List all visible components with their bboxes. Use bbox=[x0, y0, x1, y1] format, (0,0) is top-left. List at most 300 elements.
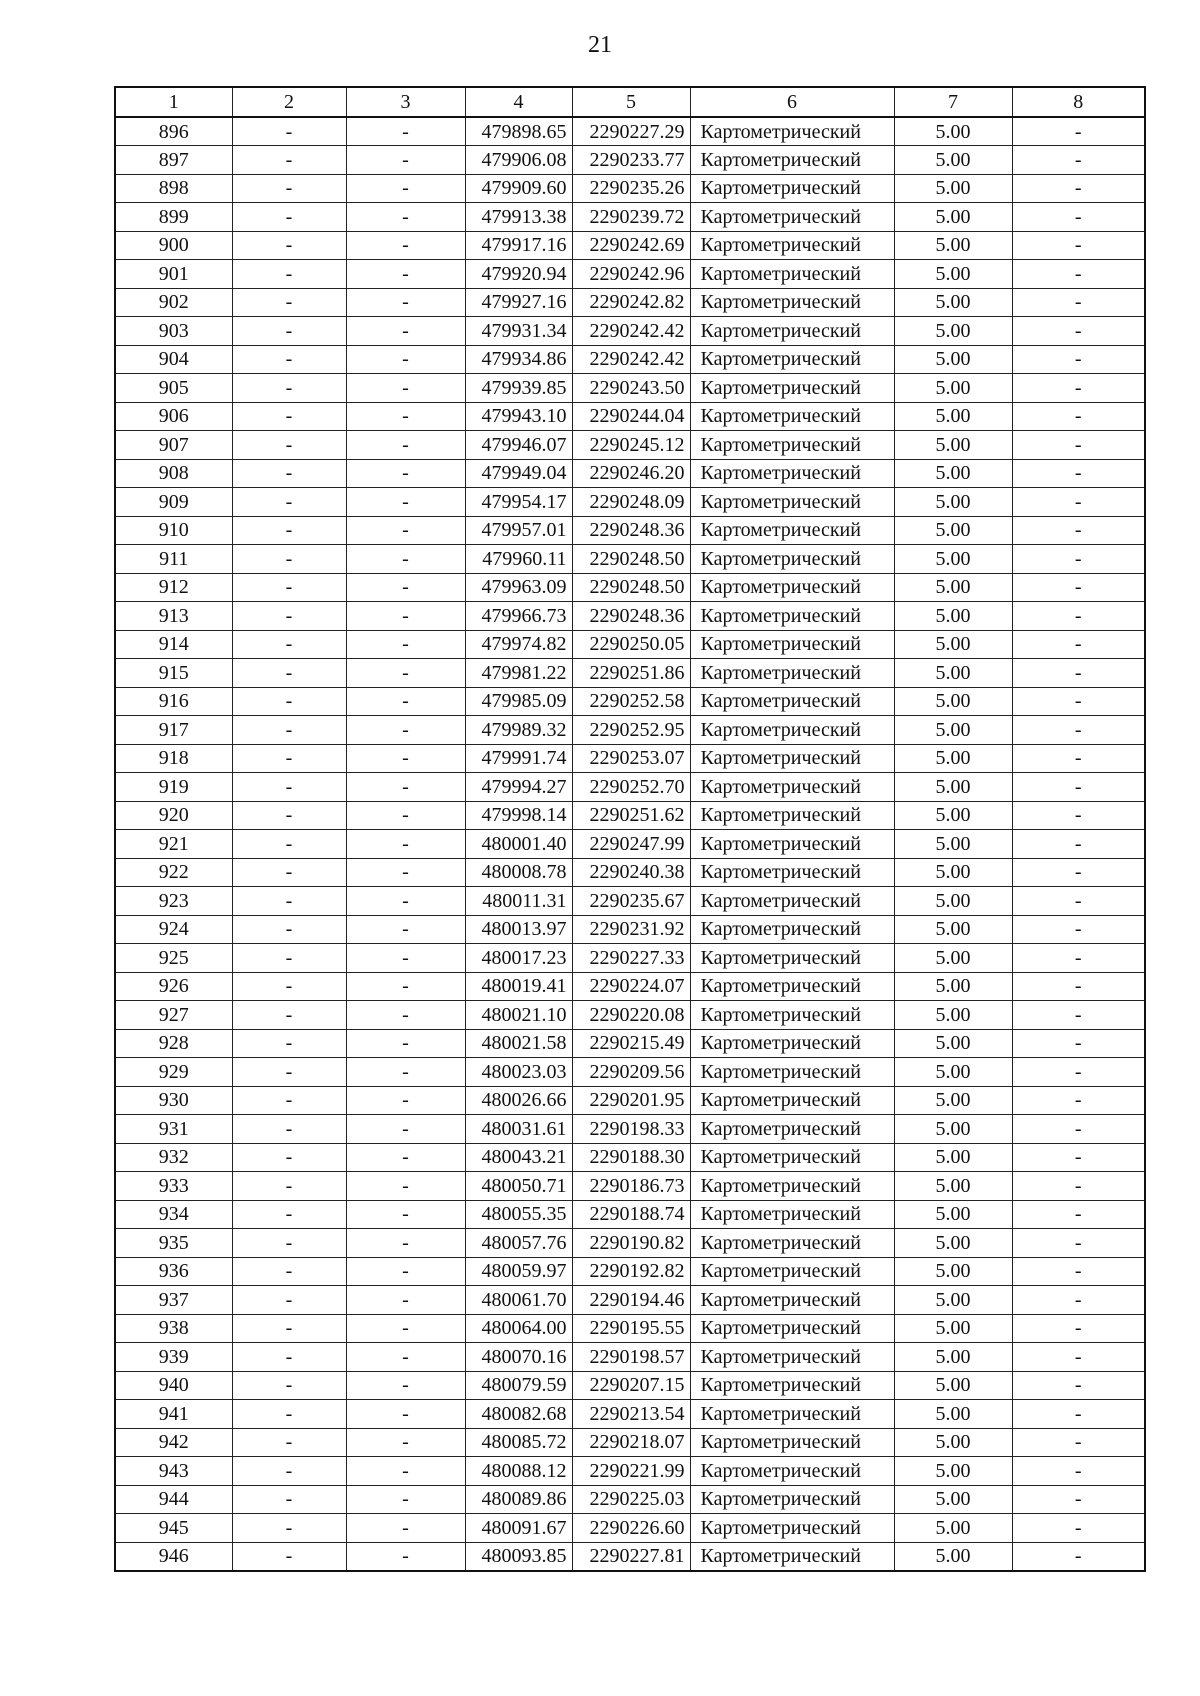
y-coordinate-cell: 2290248.50 bbox=[572, 573, 690, 602]
accuracy-cell: 5.00 bbox=[894, 260, 1012, 289]
table-row bbox=[115, 117, 1145, 146]
col2-cell: - bbox=[232, 459, 346, 488]
y-coordinate-cell: 2290221.99 bbox=[572, 1457, 690, 1486]
column-header: 6 bbox=[690, 87, 894, 117]
x-coordinate-cell: 479906.08 bbox=[465, 146, 572, 175]
col2-cell: - bbox=[232, 117, 346, 146]
col2-cell: - bbox=[232, 374, 346, 403]
col3-cell: - bbox=[346, 1029, 465, 1058]
method-cell: Картометрический bbox=[690, 345, 894, 374]
point-number-cell: 898 bbox=[115, 174, 232, 203]
table-row bbox=[115, 716, 1145, 745]
point-number-cell: 932 bbox=[115, 1143, 232, 1172]
col2-cell: - bbox=[232, 1314, 346, 1343]
accuracy-cell: 5.00 bbox=[894, 545, 1012, 574]
point-number-cell: 938 bbox=[115, 1314, 232, 1343]
point-number-cell: 896 bbox=[115, 117, 232, 146]
point-number-cell: 897 bbox=[115, 146, 232, 175]
col8-cell: - bbox=[1012, 1371, 1145, 1400]
col8-cell: - bbox=[1012, 117, 1145, 146]
point-number-cell: 905 bbox=[115, 374, 232, 403]
col8-cell: - bbox=[1012, 288, 1145, 317]
col8-cell: - bbox=[1012, 431, 1145, 460]
accuracy-cell: 5.00 bbox=[894, 174, 1012, 203]
table-row bbox=[115, 1286, 1145, 1315]
col3-cell: - bbox=[346, 1115, 465, 1144]
col8-cell: - bbox=[1012, 801, 1145, 830]
x-coordinate-cell: 479954.17 bbox=[465, 488, 572, 517]
x-coordinate-cell: 480001.40 bbox=[465, 830, 572, 859]
col3-cell: - bbox=[346, 431, 465, 460]
method-cell: Картометрический bbox=[690, 630, 894, 659]
col8-cell: - bbox=[1012, 317, 1145, 346]
method-cell: Картометрический bbox=[690, 1001, 894, 1030]
col3-cell: - bbox=[346, 773, 465, 802]
method-cell: Картометрический bbox=[690, 1428, 894, 1457]
accuracy-cell: 5.00 bbox=[894, 944, 1012, 973]
col8-cell: - bbox=[1012, 545, 1145, 574]
col3-cell: - bbox=[346, 345, 465, 374]
col2-cell: - bbox=[232, 1086, 346, 1115]
table-row bbox=[115, 1029, 1145, 1058]
col3-cell: - bbox=[346, 1286, 465, 1315]
method-cell: Картометрический bbox=[690, 972, 894, 1001]
point-number-cell: 911 bbox=[115, 545, 232, 574]
y-coordinate-cell: 2290245.12 bbox=[572, 431, 690, 460]
point-number-cell: 923 bbox=[115, 887, 232, 916]
col2-cell: - bbox=[232, 1286, 346, 1315]
table-row bbox=[115, 402, 1145, 431]
x-coordinate-cell: 480050.71 bbox=[465, 1172, 572, 1201]
col2-cell: - bbox=[232, 972, 346, 1001]
point-number-cell: 903 bbox=[115, 317, 232, 346]
col3-cell: - bbox=[346, 516, 465, 545]
method-cell: Картометрический bbox=[690, 1542, 894, 1571]
x-coordinate-cell: 479966.73 bbox=[465, 602, 572, 631]
table-row bbox=[115, 1172, 1145, 1201]
accuracy-cell: 5.00 bbox=[894, 1428, 1012, 1457]
table-row bbox=[115, 1485, 1145, 1514]
y-coordinate-cell: 2290247.99 bbox=[572, 830, 690, 859]
col2-cell: - bbox=[232, 1542, 346, 1571]
method-cell: Картометрический bbox=[690, 1343, 894, 1372]
col8-cell: - bbox=[1012, 716, 1145, 745]
col8-cell: - bbox=[1012, 203, 1145, 232]
table-row bbox=[115, 1343, 1145, 1372]
col3-cell: - bbox=[346, 1542, 465, 1571]
y-coordinate-cell: 2290194.46 bbox=[572, 1286, 690, 1315]
col2-cell: - bbox=[232, 1343, 346, 1372]
accuracy-cell: 5.00 bbox=[894, 1286, 1012, 1315]
y-coordinate-cell: 2290246.20 bbox=[572, 459, 690, 488]
method-cell: Картометрический bbox=[690, 858, 894, 887]
table-row bbox=[115, 374, 1145, 403]
y-coordinate-cell: 2290220.08 bbox=[572, 1001, 690, 1030]
x-coordinate-cell: 480088.12 bbox=[465, 1457, 572, 1486]
y-coordinate-cell: 2290201.95 bbox=[572, 1086, 690, 1115]
col8-cell: - bbox=[1012, 146, 1145, 175]
col3-cell: - bbox=[346, 1400, 465, 1429]
method-cell: Картометрический bbox=[690, 801, 894, 830]
accuracy-cell: 5.00 bbox=[894, 459, 1012, 488]
accuracy-cell: 5.00 bbox=[894, 858, 1012, 887]
table-row bbox=[115, 1314, 1145, 1343]
accuracy-cell: 5.00 bbox=[894, 773, 1012, 802]
col3-cell: - bbox=[346, 630, 465, 659]
col8-cell: - bbox=[1012, 1058, 1145, 1087]
col3-cell: - bbox=[346, 1371, 465, 1400]
col3-cell: - bbox=[346, 1086, 465, 1115]
x-coordinate-cell: 479898.65 bbox=[465, 117, 572, 146]
y-coordinate-cell: 2290227.33 bbox=[572, 944, 690, 973]
table-row bbox=[115, 545, 1145, 574]
accuracy-cell: 5.00 bbox=[894, 1314, 1012, 1343]
col8-cell: - bbox=[1012, 1314, 1145, 1343]
col3-cell: - bbox=[346, 1514, 465, 1543]
x-coordinate-cell: 479946.07 bbox=[465, 431, 572, 460]
col3-cell: - bbox=[346, 288, 465, 317]
point-number-cell: 915 bbox=[115, 659, 232, 688]
method-cell: Картометрический bbox=[690, 915, 894, 944]
point-number-cell: 942 bbox=[115, 1428, 232, 1457]
col3-cell: - bbox=[346, 260, 465, 289]
table-row bbox=[115, 830, 1145, 859]
y-coordinate-cell: 2290224.07 bbox=[572, 972, 690, 1001]
accuracy-cell: 5.00 bbox=[894, 516, 1012, 545]
point-number-cell: 909 bbox=[115, 488, 232, 517]
method-cell: Картометрический bbox=[690, 317, 894, 346]
col2-cell: - bbox=[232, 1115, 346, 1144]
method-cell: Картометрический bbox=[690, 1229, 894, 1258]
col3-cell: - bbox=[346, 146, 465, 175]
point-number-cell: 941 bbox=[115, 1400, 232, 1429]
col3-cell: - bbox=[346, 1457, 465, 1486]
col2-cell: - bbox=[232, 203, 346, 232]
col3-cell: - bbox=[346, 374, 465, 403]
col8-cell: - bbox=[1012, 1229, 1145, 1258]
col2-cell: - bbox=[232, 1485, 346, 1514]
table-row bbox=[115, 317, 1145, 346]
col8-cell: - bbox=[1012, 1286, 1145, 1315]
y-coordinate-cell: 2290242.96 bbox=[572, 260, 690, 289]
col8-cell: - bbox=[1012, 1343, 1145, 1372]
method-cell: Картометрический bbox=[690, 1257, 894, 1286]
col8-cell: - bbox=[1012, 516, 1145, 545]
x-coordinate-cell: 479985.09 bbox=[465, 687, 572, 716]
x-coordinate-cell: 480055.35 bbox=[465, 1200, 572, 1229]
col8-cell: - bbox=[1012, 602, 1145, 631]
accuracy-cell: 5.00 bbox=[894, 830, 1012, 859]
x-coordinate-cell: 479920.94 bbox=[465, 260, 572, 289]
col8-cell: - bbox=[1012, 1200, 1145, 1229]
table-row bbox=[115, 801, 1145, 830]
col8-cell: - bbox=[1012, 830, 1145, 859]
accuracy-cell: 5.00 bbox=[894, 1029, 1012, 1058]
method-cell: Картометрический bbox=[690, 203, 894, 232]
x-coordinate-cell: 479960.11 bbox=[465, 545, 572, 574]
col8-cell: - bbox=[1012, 1257, 1145, 1286]
method-cell: Картометрический bbox=[690, 1058, 894, 1087]
x-coordinate-cell: 480023.03 bbox=[465, 1058, 572, 1087]
x-coordinate-cell: 479939.85 bbox=[465, 374, 572, 403]
x-coordinate-cell: 480059.97 bbox=[465, 1257, 572, 1286]
accuracy-cell: 5.00 bbox=[894, 1115, 1012, 1144]
method-cell: Картометрический bbox=[690, 773, 894, 802]
accuracy-cell: 5.00 bbox=[894, 345, 1012, 374]
x-coordinate-cell: 480021.58 bbox=[465, 1029, 572, 1058]
col8-cell: - bbox=[1012, 972, 1145, 1001]
method-cell: Картометрический bbox=[690, 1286, 894, 1315]
table-row bbox=[115, 773, 1145, 802]
col3-cell: - bbox=[346, 858, 465, 887]
col8-cell: - bbox=[1012, 773, 1145, 802]
y-coordinate-cell: 2290209.56 bbox=[572, 1058, 690, 1087]
table-row bbox=[115, 915, 1145, 944]
table-row bbox=[115, 146, 1145, 175]
table-row bbox=[115, 1115, 1145, 1144]
x-coordinate-cell: 480070.16 bbox=[465, 1343, 572, 1372]
table-row bbox=[115, 972, 1145, 1001]
col3-cell: - bbox=[346, 972, 465, 1001]
table-row bbox=[115, 516, 1145, 545]
method-cell: Картометрический bbox=[690, 516, 894, 545]
point-number-cell: 939 bbox=[115, 1343, 232, 1372]
accuracy-cell: 5.00 bbox=[894, 687, 1012, 716]
col8-cell: - bbox=[1012, 1143, 1145, 1172]
point-number-cell: 945 bbox=[115, 1514, 232, 1543]
header-row bbox=[115, 87, 1145, 117]
point-number-cell: 919 bbox=[115, 773, 232, 802]
point-number-cell: 914 bbox=[115, 630, 232, 659]
col2-cell: - bbox=[232, 488, 346, 517]
point-number-cell: 916 bbox=[115, 687, 232, 716]
point-number-cell: 930 bbox=[115, 1086, 232, 1115]
method-cell: Картометрический bbox=[690, 1485, 894, 1514]
table-row bbox=[115, 431, 1145, 460]
col2-cell: - bbox=[232, 231, 346, 260]
accuracy-cell: 5.00 bbox=[894, 374, 1012, 403]
method-cell: Картометрический bbox=[690, 1143, 894, 1172]
y-coordinate-cell: 2290239.72 bbox=[572, 203, 690, 232]
col2-cell: - bbox=[232, 545, 346, 574]
col8-cell: - bbox=[1012, 887, 1145, 916]
method-cell: Картометрический bbox=[690, 402, 894, 431]
y-coordinate-cell: 2290252.95 bbox=[572, 716, 690, 745]
table-row bbox=[115, 1514, 1145, 1543]
col8-cell: - bbox=[1012, 1086, 1145, 1115]
col2-cell: - bbox=[232, 317, 346, 346]
accuracy-cell: 5.00 bbox=[894, 1200, 1012, 1229]
y-coordinate-cell: 2290242.42 bbox=[572, 317, 690, 346]
x-coordinate-cell: 480026.66 bbox=[465, 1086, 572, 1115]
method-cell: Картометрический bbox=[690, 545, 894, 574]
y-coordinate-cell: 2290242.82 bbox=[572, 288, 690, 317]
y-coordinate-cell: 2290190.82 bbox=[572, 1229, 690, 1258]
point-number-cell: 917 bbox=[115, 716, 232, 745]
table-row bbox=[115, 1371, 1145, 1400]
col2-cell: - bbox=[232, 801, 346, 830]
y-coordinate-cell: 2290188.74 bbox=[572, 1200, 690, 1229]
y-coordinate-cell: 2290192.82 bbox=[572, 1257, 690, 1286]
y-coordinate-cell: 2290227.81 bbox=[572, 1542, 690, 1571]
col3-cell: - bbox=[346, 830, 465, 859]
col3-cell: - bbox=[346, 117, 465, 146]
col8-cell: - bbox=[1012, 1172, 1145, 1201]
point-number-cell: 920 bbox=[115, 801, 232, 830]
col8-cell: - bbox=[1012, 1428, 1145, 1457]
col8-cell: - bbox=[1012, 1115, 1145, 1144]
accuracy-cell: 5.00 bbox=[894, 402, 1012, 431]
accuracy-cell: 5.00 bbox=[894, 602, 1012, 631]
col2-cell: - bbox=[232, 146, 346, 175]
table-row bbox=[115, 1457, 1145, 1486]
col8-cell: - bbox=[1012, 1457, 1145, 1486]
x-coordinate-cell: 479994.27 bbox=[465, 773, 572, 802]
y-coordinate-cell: 2290244.04 bbox=[572, 402, 690, 431]
col2-cell: - bbox=[232, 431, 346, 460]
col2-cell: - bbox=[232, 716, 346, 745]
x-coordinate-cell: 480011.31 bbox=[465, 887, 572, 916]
method-cell: Картометрический bbox=[690, 488, 894, 517]
method-cell: Картометрический bbox=[690, 1371, 894, 1400]
method-cell: Картометрический bbox=[690, 1200, 894, 1229]
accuracy-cell: 5.00 bbox=[894, 203, 1012, 232]
y-coordinate-cell: 2290248.09 bbox=[572, 488, 690, 517]
point-number-cell: 910 bbox=[115, 516, 232, 545]
method-cell: Картометрический bbox=[690, 1314, 894, 1343]
accuracy-cell: 5.00 bbox=[894, 146, 1012, 175]
col8-cell: - bbox=[1012, 231, 1145, 260]
y-coordinate-cell: 2290198.33 bbox=[572, 1115, 690, 1144]
table-row bbox=[115, 659, 1145, 688]
table-row bbox=[115, 1143, 1145, 1172]
y-coordinate-cell: 2290252.70 bbox=[572, 773, 690, 802]
y-coordinate-cell: 2290233.77 bbox=[572, 146, 690, 175]
col2-cell: - bbox=[232, 1172, 346, 1201]
col3-cell: - bbox=[346, 1428, 465, 1457]
x-coordinate-cell: 480019.41 bbox=[465, 972, 572, 1001]
point-number-cell: 922 bbox=[115, 858, 232, 887]
col8-cell: - bbox=[1012, 1485, 1145, 1514]
table-row bbox=[115, 231, 1145, 260]
point-number-cell: 944 bbox=[115, 1485, 232, 1514]
col3-cell: - bbox=[346, 915, 465, 944]
col3-cell: - bbox=[346, 1200, 465, 1229]
y-coordinate-cell: 2290242.69 bbox=[572, 231, 690, 260]
accuracy-cell: 5.00 bbox=[894, 1400, 1012, 1429]
col2-cell: - bbox=[232, 659, 346, 688]
accuracy-cell: 5.00 bbox=[894, 887, 1012, 916]
point-number-cell: 925 bbox=[115, 944, 232, 973]
accuracy-cell: 5.00 bbox=[894, 1172, 1012, 1201]
col3-cell: - bbox=[346, 545, 465, 574]
y-coordinate-cell: 2290235.26 bbox=[572, 174, 690, 203]
x-coordinate-cell: 480079.59 bbox=[465, 1371, 572, 1400]
col2-cell: - bbox=[232, 773, 346, 802]
y-coordinate-cell: 2290225.03 bbox=[572, 1485, 690, 1514]
x-coordinate-cell: 479917.16 bbox=[465, 231, 572, 260]
accuracy-cell: 5.00 bbox=[894, 117, 1012, 146]
x-coordinate-cell: 480008.78 bbox=[465, 858, 572, 887]
accuracy-cell: 5.00 bbox=[894, 1229, 1012, 1258]
col2-cell: - bbox=[232, 1029, 346, 1058]
col2-cell: - bbox=[232, 174, 346, 203]
col8-cell: - bbox=[1012, 1400, 1145, 1429]
table-row bbox=[115, 1229, 1145, 1258]
col8-cell: - bbox=[1012, 659, 1145, 688]
col2-cell: - bbox=[232, 1457, 346, 1486]
method-cell: Картометрический bbox=[690, 887, 894, 916]
y-coordinate-cell: 2290198.57 bbox=[572, 1343, 690, 1372]
col2-cell: - bbox=[232, 1257, 346, 1286]
col3-cell: - bbox=[346, 1001, 465, 1030]
table-row bbox=[115, 858, 1145, 887]
y-coordinate-cell: 2290251.62 bbox=[572, 801, 690, 830]
accuracy-cell: 5.00 bbox=[894, 431, 1012, 460]
col8-cell: - bbox=[1012, 687, 1145, 716]
point-number-cell: 937 bbox=[115, 1286, 232, 1315]
x-coordinate-cell: 479949.04 bbox=[465, 459, 572, 488]
col2-cell: - bbox=[232, 1001, 346, 1030]
col2-cell: - bbox=[232, 1371, 346, 1400]
table-row bbox=[115, 203, 1145, 232]
col2-cell: - bbox=[232, 1200, 346, 1229]
x-coordinate-cell: 479927.16 bbox=[465, 288, 572, 317]
col8-cell: - bbox=[1012, 944, 1145, 973]
accuracy-cell: 5.00 bbox=[894, 659, 1012, 688]
col8-cell: - bbox=[1012, 744, 1145, 773]
y-coordinate-cell: 2290253.07 bbox=[572, 744, 690, 773]
page-number: 21 bbox=[588, 32, 612, 58]
method-cell: Картометрический bbox=[690, 1115, 894, 1144]
point-number-cell: 906 bbox=[115, 402, 232, 431]
y-coordinate-cell: 2290207.15 bbox=[572, 1371, 690, 1400]
table-row bbox=[115, 602, 1145, 631]
col8-cell: - bbox=[1012, 488, 1145, 517]
method-cell: Картометрический bbox=[690, 659, 894, 688]
column-header: 3 bbox=[346, 87, 465, 117]
table-row bbox=[115, 260, 1145, 289]
accuracy-cell: 5.00 bbox=[894, 1514, 1012, 1543]
col3-cell: - bbox=[346, 887, 465, 916]
method-cell: Картометрический bbox=[690, 231, 894, 260]
col2-cell: - bbox=[232, 1229, 346, 1258]
x-coordinate-cell: 480057.76 bbox=[465, 1229, 572, 1258]
method-cell: Картометрический bbox=[690, 459, 894, 488]
x-coordinate-cell: 480013.97 bbox=[465, 915, 572, 944]
table-row bbox=[115, 488, 1145, 517]
col2-cell: - bbox=[232, 915, 346, 944]
col2-cell: - bbox=[232, 516, 346, 545]
point-number-cell: 921 bbox=[115, 830, 232, 859]
point-number-cell: 901 bbox=[115, 260, 232, 289]
col3-cell: - bbox=[346, 573, 465, 602]
accuracy-cell: 5.00 bbox=[894, 716, 1012, 745]
y-coordinate-cell: 2290248.36 bbox=[572, 516, 690, 545]
accuracy-cell: 5.00 bbox=[894, 1001, 1012, 1030]
x-coordinate-cell: 480021.10 bbox=[465, 1001, 572, 1030]
accuracy-cell: 5.00 bbox=[894, 1257, 1012, 1286]
col2-cell: - bbox=[232, 687, 346, 716]
col8-cell: - bbox=[1012, 1001, 1145, 1030]
y-coordinate-cell: 2290248.50 bbox=[572, 545, 690, 574]
col8-cell: - bbox=[1012, 915, 1145, 944]
col3-cell: - bbox=[346, 1257, 465, 1286]
col2-cell: - bbox=[232, 260, 346, 289]
col8-cell: - bbox=[1012, 630, 1145, 659]
table-row bbox=[115, 1086, 1145, 1115]
method-cell: Картометрический bbox=[690, 288, 894, 317]
